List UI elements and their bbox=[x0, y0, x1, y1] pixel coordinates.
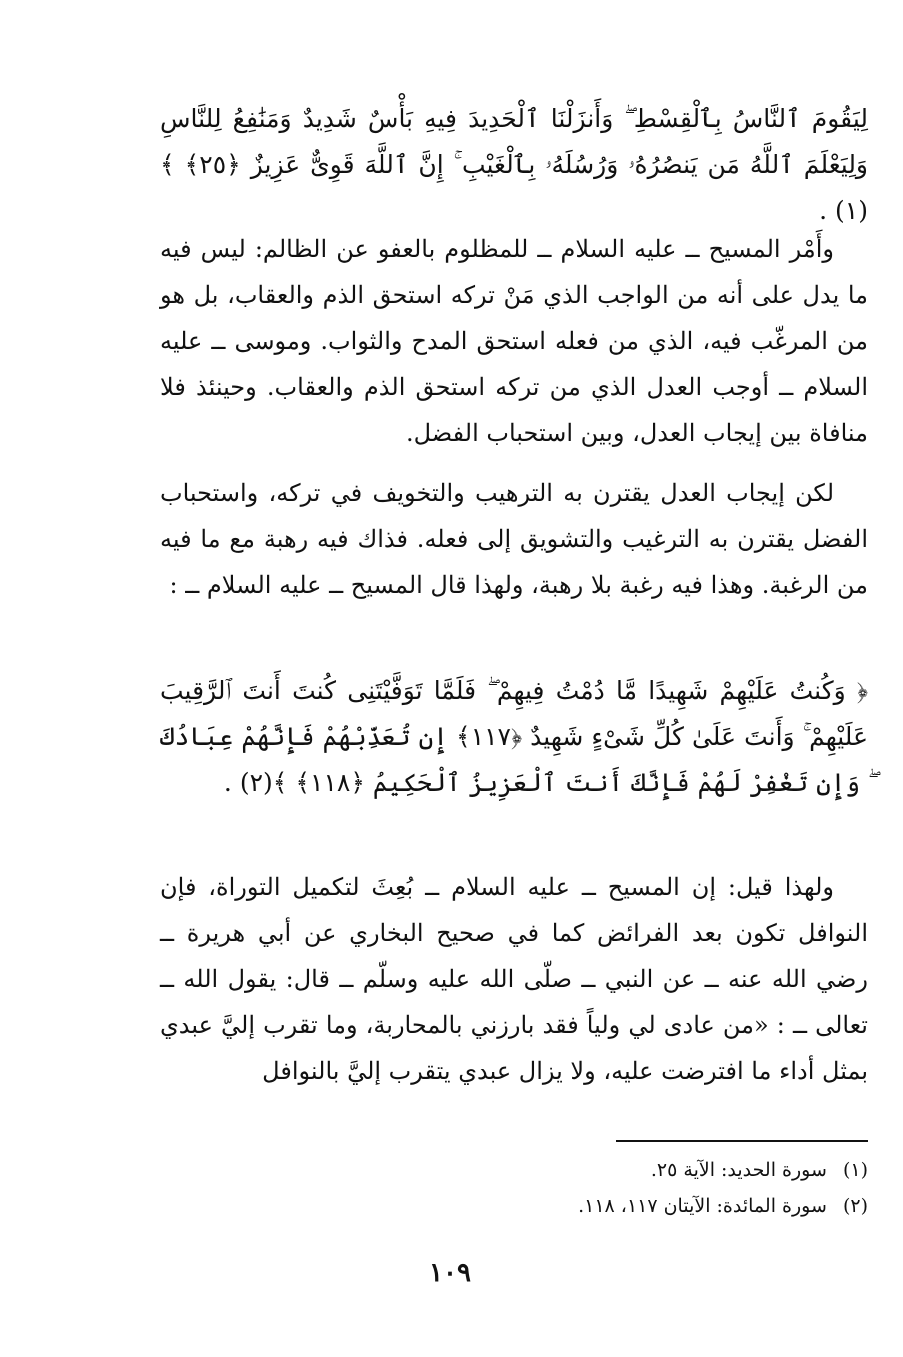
footnote-1-number: (١) bbox=[842, 1159, 868, 1181]
quran-verse-maidah bbox=[160, 668, 868, 806]
footnote-1-text: سورة الحديد: الآية ٢٥. bbox=[650, 1159, 827, 1181]
paragraph-hadith bbox=[160, 864, 868, 1094]
paragraph-forgiveness bbox=[160, 226, 868, 456]
footnote-divider bbox=[616, 1140, 868, 1142]
footnote-2-text: سورة المائدة: الآيتان ١١٧، ١١٨. bbox=[578, 1195, 827, 1217]
page-number: ١٠٩ bbox=[429, 1258, 471, 1288]
paragraph-justice-virtue bbox=[160, 470, 868, 608]
footnote-2-number: (٢) bbox=[842, 1195, 868, 1217]
quran-verse-hadid-text: لِيَقُومَ ٱلنَّاسُ بِٱلْقِسْطِ ۖ وَأَنزَلْنَا ٱلْحَدِيدَ فِيهِ بَأْسٌ شَدِيدٌ وَمَنَٰفِعُ لِلنَّاسِ وَلِيَعْلَمَ ٱللَّهُ مَن يَنصُرُهُۥ وَرُسُلَهُۥ بِٱلْغَيْبِ ۚ إِنَّ ٱللَّهَ قَوِىٌّ عَزِيزٌ ﴿٢٥﴾ ﴾(١) . bbox=[160, 104, 869, 225]
paragraph-forgiveness-text: وأَمْر المسيح ــ عليه السلام ــ للمظلوم بالعفو عن الظالم: ليس فيه ما يدل على أنه من الواجب الذي مَنْ تركه استحق الذم والعقاب، بل هو من المرغّب فيه، الذي من فعله استحق المدح والثواب. وموسى ــ عليه السلام ــ أوجب العدل الذي من تركه استحق الذم والعقاب. وحينئذ فلا منافاة بين إيجاب العدل، وبين استحباب الفضل. bbox=[160, 235, 868, 447]
quran-verse-maidah-text: ﴿ وَكُنتُ عَلَيْهِمْ شَهِيدًا مَّا دُمْتُ فِيهِمْ ۖ فَلَمَّا تَوَفَّيْتَنِى كُنتَ أَنتَ ٱلرَّقِيبَ عَلَيْهِمْ ۚ وَأَنتَ عَلَىٰ كُلِّ شَىْءٍ شَهِيدٌ ﴿١١٧﴾ إِن تُعَذِّبْهُمْ فَإِنَّهُمْ عِبَادُكَ ۖ وَإِن تَغْفِرْ لَهُمْ فَإِنَّكَ أَنتَ ٱلْعَزِيزُ ٱلْحَكِيمُ ﴿١١٨﴾ ﴾(٢) . bbox=[160, 676, 868, 797]
paragraph-justice-virtue-text: لكن إيجاب العدل يقترن به الترهيب والتخويف في تركه، واستحباب الفضل يقترن به الترغيب والتشويق إلى فعله. فذاك فيه رهبة مع ما فيه من الرغبة. وهذا فيه رغبة بلا رهبة، ولهذا قال المسيح ــ عليه السلام ــ : bbox=[160, 479, 868, 599]
paragraph-hadith-text: ولهذا قيل: إن المسيح ــ عليه السلام ــ بُعِثَ لتكميل التوراة، فإن النوافل تكون بعد الفرائض كما في صحيح البخاري عن أبي هريرة ــ رضي الله عنه ــ عن النبي ــ صلّى الله عليه وسلّم ــ قال: يقول الله ــ تعالى ــ : «من عادى لي ولياً فقد بارزني بالمحاربة، وما تقرب إليَّ عبدي بمثل أداء ما افترضت عليه، ولا يزال عبدي يتقرب إليَّ بالنوافل bbox=[160, 873, 868, 1085]
footnote-1 bbox=[300, 1156, 868, 1184]
quran-verse-hadid bbox=[160, 96, 868, 234]
footnote-2 bbox=[300, 1192, 868, 1220]
